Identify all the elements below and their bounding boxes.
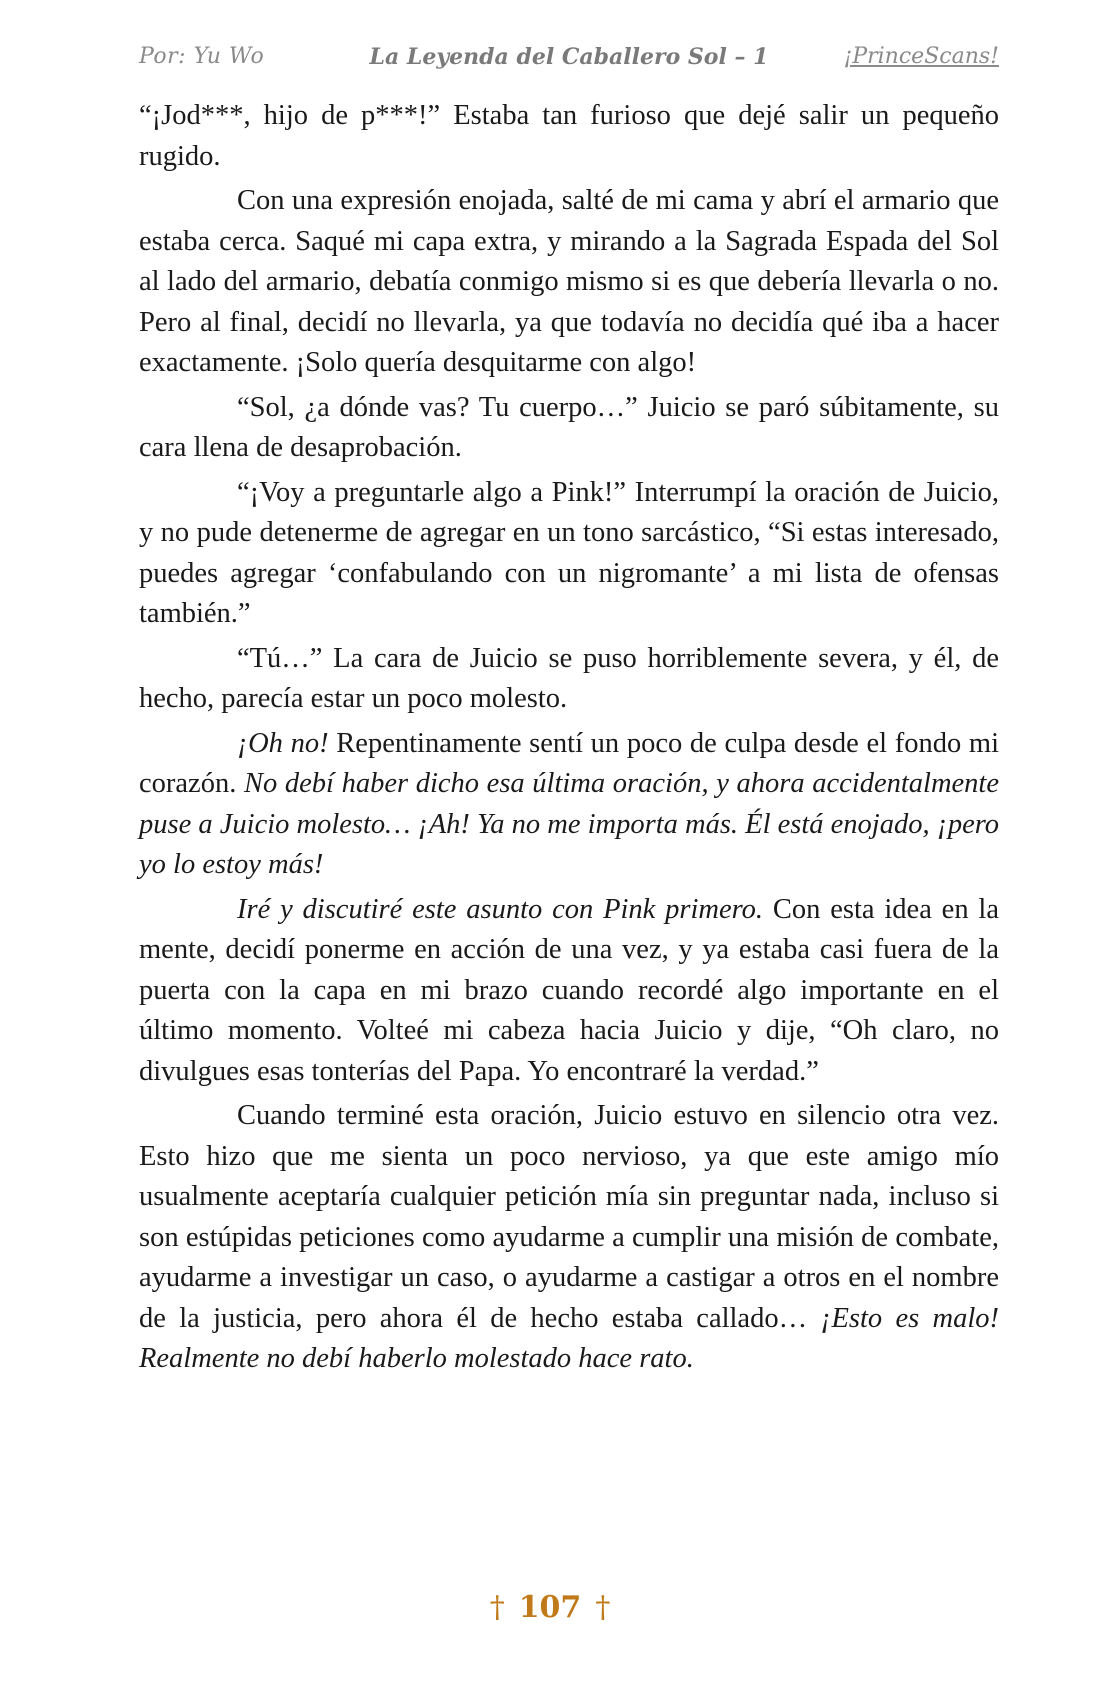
- paragraph: [139, 388, 999, 469]
- page-header: [139, 40, 999, 76]
- header-scanlation-group: ¡PrinceScans!: [843, 44, 999, 69]
- text-segment: Con una expresión enojada, salté de mi cama y abrí el armario que estaba cerca. Saqué mi capa extra, y mirando a la Sagrada Espada del Sol al lado del armario, debatía conmigo mismo si es que debería llevarla o no. Pero al final, decidí no llevarla, ya que todavía no decidía qué iba a hacer exactamente. ¡Solo quería desquitarme con algo!: [139, 185, 999, 378]
- paragraph: [139, 1096, 999, 1380]
- text-segment: Repentinamente sentí un poco de culpa desde el fondo mi corazón.: [139, 727, 1000, 799]
- paragraph: [139, 181, 999, 384]
- paragraph: [139, 890, 999, 1093]
- dagger-ornament-icon: †: [595, 1590, 611, 1625]
- dagger-ornament-icon: †: [489, 1590, 505, 1625]
- italic-thought: ¡Esto es malo! Realmente no debí haberlo molestado hace rato.: [139, 1302, 999, 1374]
- italic-thought: No debí haber dicho esa última oración, y ahora accidentalmente puse a Juicio molesto… ¡Ah! Ya no me importa más. Él está enojado, ¡pero yo lo estoy más!: [139, 768, 999, 880]
- text-segment: Cuando terminé esta oración, Juicio estuvo en silencio otra vez. Esto hizo que me sienta un poco nervioso, ya que este amigo mío usualmente aceptaría cualquier petición mía sin preguntar nada, incluso si son estúpidas peticiones como ayudarme a cumplir una misión de combate, ayudarme a investigar un caso, o ayudarme a castigar a otros en el nombre de la justicia, pero ahora él de hecho estaba callado…: [139, 1100, 999, 1334]
- text-segment: “¡Jod***, hijo de p***!” Estaba tan furioso que dejé salir un pequeño rugido.: [139, 100, 999, 172]
- paragraph: [139, 96, 999, 177]
- text-segment: “Tú…” La cara de Juicio se puso horriblemente severa, y él, de hecho, parecía estar un poco molesto.: [139, 642, 999, 714]
- header-book-title: La Leyenda del Caballero Sol – 1: [369, 44, 769, 70]
- page-number: 107: [518, 1590, 582, 1625]
- text-segment: “Sol, ¿a dónde vas? Tu cuerpo…” Juicio se paró súbitamente, su cara llena de desaprobación.: [139, 391, 999, 463]
- page-footer: [0, 1590, 1100, 1625]
- italic-thought: ¡Oh no!: [237, 727, 329, 759]
- page-body: [139, 96, 999, 1384]
- paragraph: [139, 473, 999, 635]
- text-segment: “¡Voy a preguntarle algo a Pink!” Interrumpí la oración de Juicio, y no pude detenerme de agregar en un tono sarcástico, “Si estas interesado, puedes agregar ‘confabulando con un nigromante’ a mi lista de ofensas también.”: [139, 476, 999, 629]
- italic-thought: Iré y discutiré este asunto con Pink primero.: [237, 893, 764, 925]
- paragraph: [139, 724, 999, 886]
- text-segment: Con esta idea en la mente, decidí ponerme en acción de una vez, y ya estaba casi fuera de la puerta con la capa en mi brazo cuando recordé algo importante en el último momento. Volteé mi cabeza hacia Juicio y dije, “Oh claro, no divulgues esas tonterías del Papa. Yo encontraré la verdad.”: [139, 893, 999, 1087]
- header-author: Por: Yu Wo: [139, 44, 265, 69]
- paragraph: [139, 639, 999, 720]
